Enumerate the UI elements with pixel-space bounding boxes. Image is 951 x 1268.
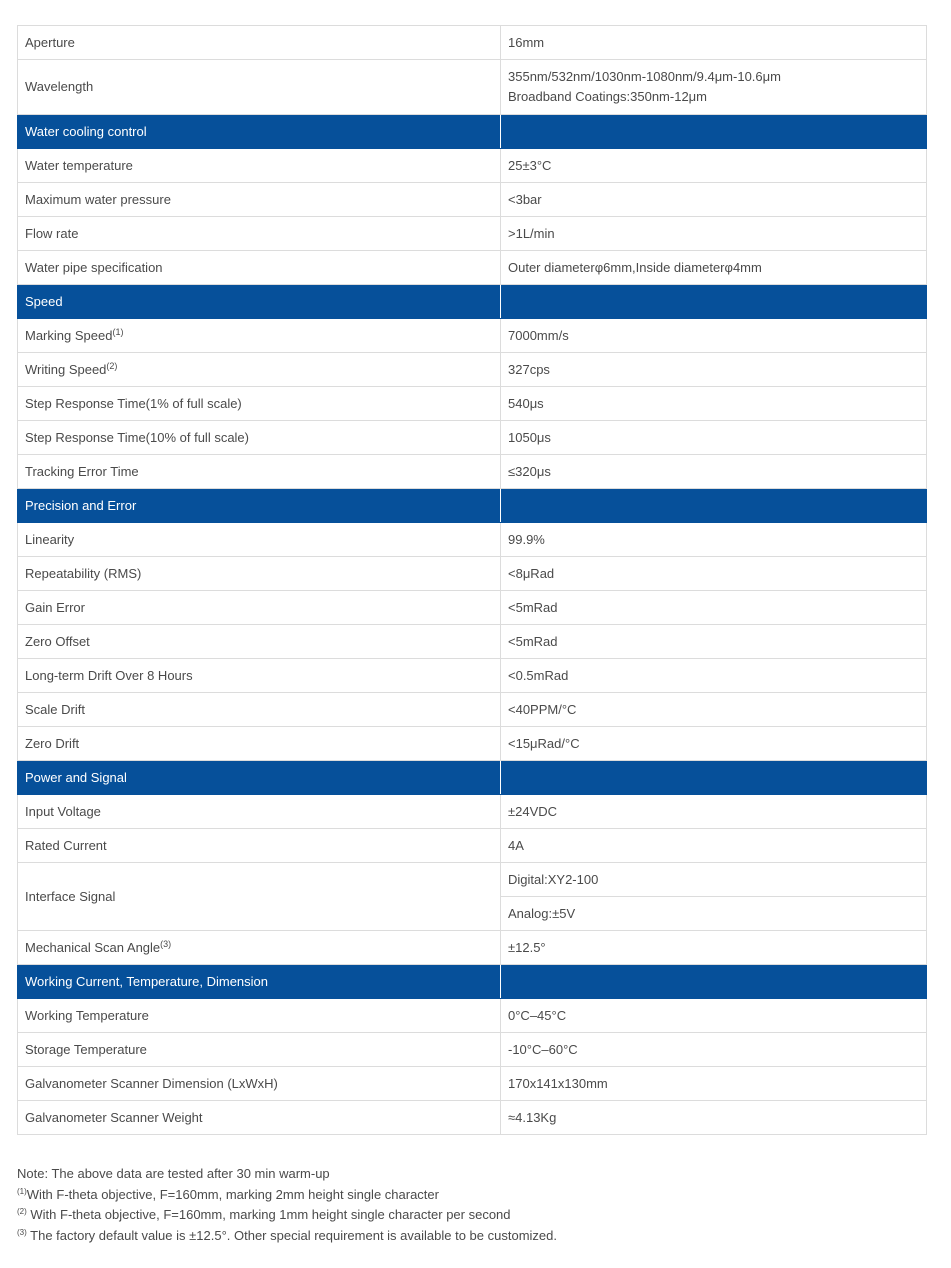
spec-label	[18, 319, 501, 353]
spec-value: Digital:XY2-100	[501, 863, 927, 897]
spec-value: 7000mm/s	[501, 319, 927, 353]
section-header	[18, 115, 927, 149]
spec-value: 327cps	[501, 353, 927, 387]
section-header	[18, 489, 927, 523]
spec-row	[18, 523, 927, 557]
spec-label: Step Response Time(1% of full scale)	[18, 387, 501, 421]
spec-label: Flow rate	[18, 217, 501, 251]
section-header	[18, 285, 927, 319]
spec-label	[18, 931, 501, 965]
footnote-marker: (3)	[17, 1228, 27, 1238]
spec-value: 99.9%	[501, 523, 927, 557]
spec-label: Repeatability (RMS)	[18, 557, 501, 591]
spec-value-line: Broadband Coatings:350nm-12μm	[508, 89, 707, 104]
spec-value: 4A	[501, 829, 927, 863]
spec-row	[18, 149, 927, 183]
spec-label: Step Response Time(10% of full scale)	[18, 421, 501, 455]
spec-row	[18, 421, 927, 455]
note-line	[17, 1226, 927, 1247]
spec-label: Zero Offset	[18, 625, 501, 659]
footnote-marker: (3)	[160, 938, 172, 949]
spec-value: <15μRad/°C	[501, 727, 927, 761]
spec-row	[18, 625, 927, 659]
spec-label: Galvanometer Scanner Weight	[18, 1101, 501, 1135]
spec-label: Linearity	[18, 523, 501, 557]
note-line	[17, 1205, 927, 1226]
spec-row	[18, 863, 927, 897]
spec-value: 25±3°C	[501, 149, 927, 183]
spec-row	[18, 455, 927, 489]
spec-value: 1050μs	[501, 421, 927, 455]
section-header	[18, 965, 927, 999]
spec-row	[18, 693, 927, 727]
spec-row	[18, 829, 927, 863]
spec-label: Input Voltage	[18, 795, 501, 829]
spec-row	[18, 727, 927, 761]
spec-row	[18, 217, 927, 251]
spec-label: Zero Drift	[18, 727, 501, 761]
section-header-blank	[501, 761, 927, 795]
spec-value: <5mRad	[501, 591, 927, 625]
note-line: Note: The above data are tested after 30 min warm-up	[17, 1166, 330, 1181]
spec-table	[17, 25, 927, 1135]
section-header-blank	[501, 115, 927, 149]
spec-value: Outer diameterφ6mm,Inside diameterφ4mm	[501, 251, 927, 285]
footnote-marker: (2)	[106, 360, 118, 371]
spec-row	[18, 251, 927, 285]
section-title: Water cooling control	[18, 115, 501, 149]
note-line	[17, 1185, 927, 1206]
spec-row	[18, 1033, 927, 1067]
section-header-blank	[501, 285, 927, 319]
spec-label: Water temperature	[18, 149, 501, 183]
spec-row	[18, 931, 927, 965]
section-title: Precision and Error	[18, 489, 501, 523]
spec-value: >1L/min	[501, 217, 927, 251]
spec-label: Long-term Drift Over 8 Hours	[18, 659, 501, 693]
spec-label: Working Temperature	[18, 999, 501, 1033]
spec-value: <0.5mRad	[501, 659, 927, 693]
section-header-blank	[501, 489, 927, 523]
spec-label: Water pipe specification	[18, 251, 501, 285]
spec-value: ≤320μs	[501, 455, 927, 489]
footnote-marker: (1)	[112, 326, 124, 337]
section-title: Power and Signal	[18, 761, 501, 795]
spec-value: ≈4.13Kg	[501, 1101, 927, 1135]
spec-value: ±24VDC	[501, 795, 927, 829]
spec-label: Interface Signal	[18, 863, 501, 931]
spec-value	[501, 60, 927, 115]
spec-value: <5mRad	[501, 625, 927, 659]
section-title: Speed	[18, 285, 501, 319]
footnote-text: The factory default value is ±12.5°. Other special requirement is available to be customized.	[26, 1228, 557, 1244]
spec-label: Aperture	[18, 26, 501, 60]
footnote-text: With F-theta objective, F=160mm, marking 1mm height single character per second	[26, 1207, 511, 1223]
spec-label: Wavelength	[18, 60, 501, 115]
spec-row	[18, 319, 927, 353]
spec-row	[18, 795, 927, 829]
spec-row	[18, 387, 927, 421]
spec-value: 0°C–45°C	[501, 999, 927, 1033]
spec-row	[18, 353, 927, 387]
spec-value: Analog:±5V	[501, 897, 927, 931]
spec-value: 170x141x130mm	[501, 1067, 927, 1101]
spec-row	[18, 557, 927, 591]
spec-label: Storage Temperature	[18, 1033, 501, 1067]
spec-label-text: Mechanical Scan Angle	[25, 939, 161, 955]
spec-label: Maximum water pressure	[18, 183, 501, 217]
section-header-blank	[501, 965, 927, 999]
spec-value: 16mm	[501, 26, 927, 60]
spec-value: <40PPM/°C	[501, 693, 927, 727]
footnote-text: With F-theta objective, F=160mm, marking 2mm height single character	[26, 1186, 439, 1202]
spec-row	[18, 183, 927, 217]
section-title: Working Current, Temperature, Dimension	[18, 965, 501, 999]
spec-value: <3bar	[501, 183, 927, 217]
spec-label-text: Marking Speed	[25, 327, 113, 343]
spec-row	[18, 1101, 927, 1135]
footnote-marker: (1)	[17, 1186, 27, 1196]
spec-value: ±12.5°	[501, 931, 927, 965]
footnote-marker: (2)	[17, 1207, 27, 1217]
spec-label: Galvanometer Scanner Dimension (LxWxH)	[18, 1067, 501, 1101]
spec-row	[18, 60, 927, 115]
spec-value: 540μs	[501, 387, 927, 421]
spec-label: Gain Error	[18, 591, 501, 625]
spec-value: -10°C–60°C	[501, 1033, 927, 1067]
spec-label-text: Writing Speed	[25, 361, 107, 377]
spec-label: Scale Drift	[18, 693, 501, 727]
spec-label: Tracking Error Time	[18, 455, 501, 489]
spec-value: <8μRad	[501, 557, 927, 591]
notes	[17, 1164, 927, 1247]
spec-value-line: 355nm/532nm/1030nm-1080nm/9.4μm-10.6μm	[508, 69, 781, 84]
spec-row	[18, 1067, 927, 1101]
spec-label	[18, 353, 501, 387]
spec-label: Rated Current	[18, 829, 501, 863]
section-header	[18, 761, 927, 795]
spec-row	[18, 26, 927, 60]
spec-row	[18, 591, 927, 625]
spec-row	[18, 659, 927, 693]
spec-row	[18, 999, 927, 1033]
